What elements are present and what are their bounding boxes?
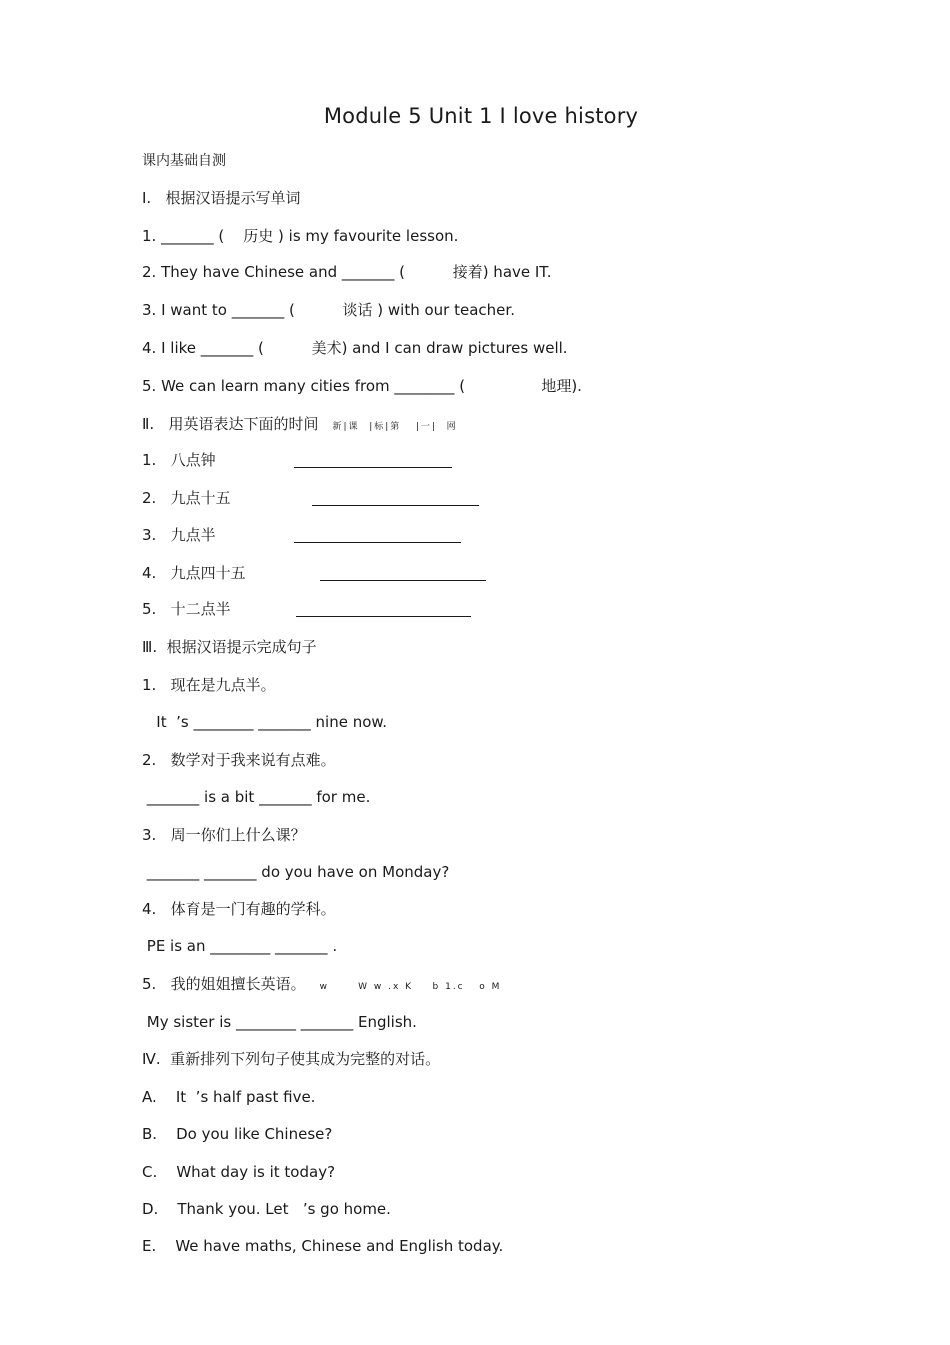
part3-item-2-cn: 2. 数学对于我来说有点难。: [142, 751, 336, 769]
dialogue-option-d: D. Thank you. Let ’s go home.: [142, 1200, 391, 1218]
part1-item-5: 5. We can learn many cities from ________ ( 地理).: [142, 377, 582, 395]
part2-heading: Ⅱ. 用英语表达下面的时间 新|课 |标|第 |一| 网: [142, 415, 458, 433]
part3-item-2-en: _______ is a bit _______ for me.: [142, 788, 371, 806]
page-title: Module 5 Unit 1 I love history: [323, 104, 639, 128]
dialogue-option-e: E. We have maths, Chinese and English today.: [142, 1237, 504, 1255]
section-intro: 课内基础自测: [142, 153, 226, 169]
part3-item-5-cn: 5. 我的姐姐擅长英语。 w W w .x K b 1.c o M: [142, 975, 502, 993]
part1-item-1: 1. _______ ( 历史 ) is my favourite lesson.: [142, 227, 459, 245]
answer-line: [294, 541, 461, 543]
part1-heading: I. 根据汉语提示写单词: [142, 189, 301, 207]
part3-item-5-en: My sister is ________ _______ English.: [142, 1013, 417, 1031]
part3-heading: Ⅲ. 根据汉语提示完成句子: [142, 638, 317, 656]
answer-line: [320, 579, 486, 581]
part2-item-5: 5. 十二点半: [142, 600, 231, 618]
part3-item-4-en: PE is an ________ _______ .: [142, 937, 338, 955]
part1-item-3: 3. I want to _______ ( 谈话 ) with our teacher.: [142, 301, 515, 319]
watermark-text: w W w .x K b 1.c o M: [319, 982, 502, 992]
part3-item-3-cn: 3. 周一你们上什么课？: [142, 826, 306, 844]
dialogue-option-c: C. What day is it today?: [142, 1163, 336, 1181]
part3-item-1-en: It ’s ________ _______ nine now.: [142, 713, 388, 731]
part2-item-4: 4. 九点四十五: [142, 564, 246, 582]
answer-line: [296, 615, 471, 617]
answer-line: [294, 466, 452, 468]
part2-item-2: 2. 九点十五: [142, 489, 231, 507]
part3-item-3-en: _______ _______ do you have on Monday?: [142, 863, 450, 881]
part4-heading: Ⅳ. 重新排列下列句子使其成为完整的对话。: [142, 1050, 441, 1068]
part1-item-4: 4. I like _______ ( 美术) and I can draw pictures well.: [142, 339, 568, 357]
dialogue-option-b: B. Do you like Chinese?: [142, 1125, 333, 1143]
part1-item-2: 2. They have Chinese and _______ ( 接着) have IT.: [142, 263, 552, 281]
part2-item-3: 3. 九点半: [142, 526, 216, 544]
part3-item-1-cn: 1. 现在是九点半。: [142, 676, 276, 694]
answer-line: [312, 504, 479, 506]
part2-item-1: 1. 八点钟: [142, 451, 216, 469]
part3-item-4-cn: 4. 体育是一门有趣的学科。: [142, 900, 336, 918]
dialogue-option-a: A. It ’s half past five.: [142, 1088, 316, 1106]
watermark-text: 新|课 |标|第 |一| 网: [332, 422, 458, 432]
